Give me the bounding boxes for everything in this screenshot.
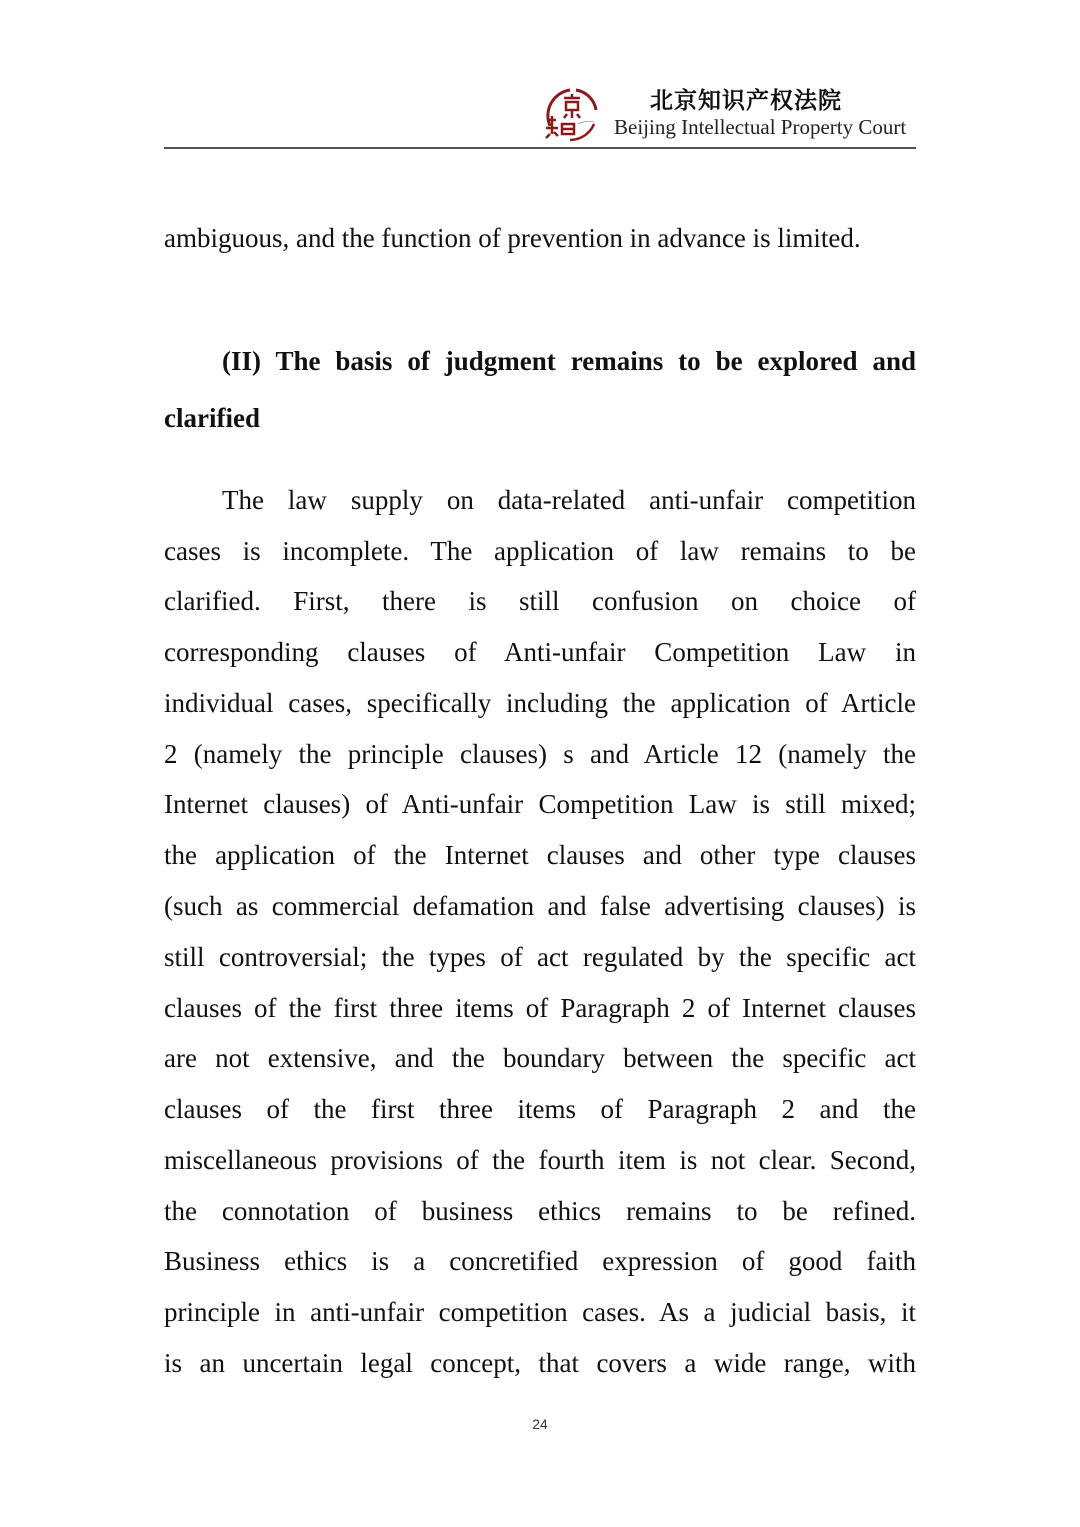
paragraph-line: is an uncertain legal concept, that covers a wide range, with <box>164 1348 916 1378</box>
paragraph-line: The law supply on data-related anti-unfair competition <box>222 485 916 515</box>
court-seal-logo-icon <box>540 84 604 144</box>
paragraph-line: the application of the Internet clauses and other type clauses <box>164 840 916 870</box>
court-name-chinese: 北京知识产权法院 <box>650 88 842 114</box>
paragraph-line: Internet clauses) of Anti-unfair Competition Law is still mixed; <box>164 789 916 819</box>
paragraph-line: cases is incomplete. The application of law remains to be <box>164 536 916 566</box>
section-heading-line-1: (II) The basis of judgment remains to be explored and <box>222 346 916 376</box>
paragraph-line: the connotation of business ethics remains to be refined. <box>164 1196 916 1226</box>
paragraph-line: are not extensive, and the boundary between the specific act <box>164 1043 916 1073</box>
paragraph-line: clarified. First, there is still confusion on choice of <box>164 586 916 616</box>
paragraph-line: individual cases, specifically including the application of Article <box>164 688 916 718</box>
paragraph-line: clauses of the first three items of Paragraph 2 of Internet clauses <box>164 993 916 1023</box>
section-heading-line-2: clarified <box>164 403 260 433</box>
paragraph-line: clauses of the first three items of Paragraph 2 and the <box>164 1094 916 1124</box>
paragraph-line: (such as commercial defamation and false advertising clauses) is <box>164 891 916 921</box>
paragraph-line: principle in anti-unfair competition cases. As a judicial basis, it <box>164 1297 916 1327</box>
court-name-english: Beijing Intellectual Property Court <box>614 115 907 139</box>
paragraph-line: Business ethics is a concretified expression of good faith <box>164 1246 916 1276</box>
paragraph-line: corresponding clauses of Anti-unfair Competition Law in <box>164 637 916 667</box>
paragraph-line: 2 (namely the principle clauses) s and Article 12 (namely the <box>164 739 916 769</box>
paragraph-line: still controversial; the types of act regulated by the specific act <box>164 942 916 972</box>
carryover-text-line: ambiguous, and the function of prevention in advance is limited. <box>164 223 861 253</box>
header-divider <box>164 147 916 149</box>
paragraph-line: miscellaneous provisions of the fourth item is not clear. Second, <box>164 1145 916 1175</box>
page-number: 24 <box>532 1416 548 1432</box>
